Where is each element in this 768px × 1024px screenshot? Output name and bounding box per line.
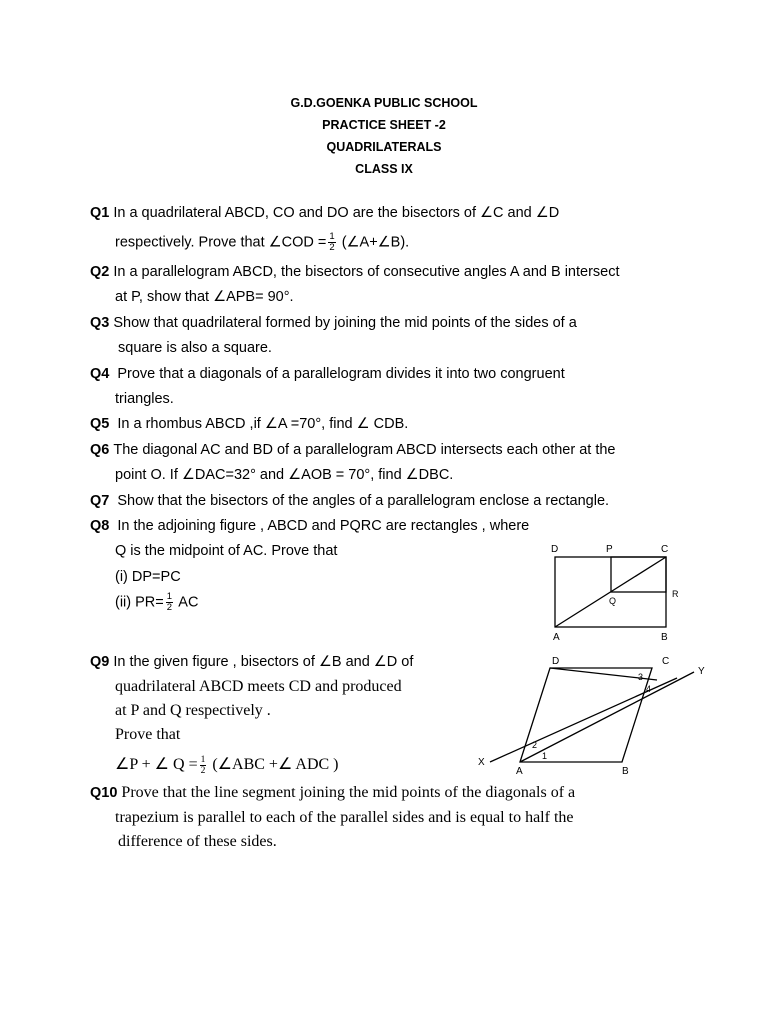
question-10-line-2: trapezium is parallel to each of the parallel sides and is equal to half the — [115, 809, 574, 826]
fraction: $\frac{1}{2}$ — [329, 231, 335, 253]
question-6-continuation: point O. If ∠DAC=32° and ∠AOB = 70°, find ∠DBC. — [115, 467, 454, 483]
question-4-continuation: triangles. — [115, 391, 174, 407]
question-text: In a quadrilateral ABCD, CO and DO are the bisectors of ∠C and ∠D — [113, 205, 560, 221]
school-name: G.D.GOENKA PUBLIC SCHOOL — [290, 96, 478, 110]
question-1 — [90, 205, 559, 221]
question-6 — [90, 442, 616, 458]
question-8-continuation: Q is the midpoint of AC. Prove that — [115, 543, 338, 559]
question-10 — [90, 784, 575, 802]
label-angle-3: 3 — [638, 672, 644, 682]
label-a: A — [553, 632, 560, 643]
question-text: The diagonal AC and BD of a parallelogram ABCD intersects each other at the — [113, 442, 616, 458]
label-c: C — [662, 656, 670, 667]
label-r: R — [672, 589, 679, 599]
question-text: Show that the bisectors of the angles of a parallelogram enclose a rectangle. — [113, 493, 610, 509]
question-text: (ii) PR= — [115, 594, 164, 611]
class-title: CLASS IX — [355, 162, 413, 176]
label-d: D — [552, 656, 560, 667]
question-9-line-5 — [115, 754, 339, 776]
question-3-continuation: square is also a square. — [118, 340, 272, 356]
question-number: Q6 — [90, 442, 110, 458]
label-c: C — [661, 544, 669, 555]
question-text: ∠P + ∠ Q = — [115, 756, 198, 773]
question-text: AC — [175, 594, 199, 611]
question-4 — [90, 366, 565, 382]
question-3 — [90, 315, 577, 331]
question-number: Q10 — [90, 785, 118, 801]
question-7 — [90, 493, 609, 509]
question-2 — [90, 264, 620, 280]
question-9-line-3: at P and Q respectively . — [115, 702, 271, 719]
question-number: Q3 — [90, 315, 110, 331]
fraction: $\frac{1}{2}$ — [200, 754, 206, 776]
label-b: B — [661, 632, 668, 643]
question-number: Q7 — [90, 493, 110, 509]
question-text: Prove that the line segment joining the mid points of the diagonals of a — [121, 784, 576, 801]
question-10-line-3: difference of these sides. — [118, 833, 277, 850]
question-text: Prove that a diagonals of a parallelogram divides it into two congruent — [113, 366, 565, 382]
label-angle-4: 4 — [646, 684, 652, 694]
label-angle-1: 1 — [542, 751, 548, 761]
question-1-continuation — [115, 232, 409, 253]
quadrilateral-abcd — [520, 668, 652, 762]
label-angle-2: 2 — [532, 740, 538, 750]
label-b: B — [622, 766, 629, 777]
question-number: Q5 — [90, 416, 110, 432]
question-5 — [90, 416, 408, 432]
line-bisector-b — [520, 672, 694, 762]
question-text: In the adjoining figure , ABCD and PQRC are rectangles , where — [113, 518, 530, 534]
question-text: respectively. Prove that ∠COD = — [115, 234, 327, 251]
question-text: In a rhombus ABCD ,if ∠A =70°, find ∠ CDB. — [113, 416, 409, 432]
question-text: (∠ABC +∠ ADC ) — [208, 756, 339, 773]
question-text: (∠A+∠B). — [337, 234, 410, 251]
question-number: Q1 — [90, 205, 110, 221]
question-text: In a parallelogram ABCD, the bisectors of consecutive angles A and B intersect — [113, 264, 620, 280]
label-a: A — [516, 766, 523, 777]
sheet-title: PRACTICE SHEET -2 — [322, 118, 446, 132]
question-text: Show that quadrilateral formed by joining the mid points of the sides of a — [113, 315, 577, 331]
question-number: Q9 — [90, 654, 110, 670]
question-8 — [90, 518, 529, 534]
label-d: D — [551, 544, 559, 555]
question-number: Q2 — [90, 264, 110, 280]
question-number: Q4 — [90, 366, 110, 382]
question-2-continuation: at P, show that ∠APB= 90°. — [115, 289, 294, 305]
rectangle-figure — [540, 540, 700, 645]
label-y: Y — [698, 666, 705, 677]
question-9-line-4: Prove that — [115, 726, 181, 743]
parallelogram-figure — [472, 652, 722, 777]
question-8-part-1: (i) DP=PC — [115, 569, 181, 585]
label-x: X — [478, 757, 485, 768]
question-9-line-2: quadrilateral ABCD meets CD and produced — [115, 678, 402, 695]
label-q: Q — [609, 596, 617, 606]
label-p: P — [606, 544, 613, 555]
question-text: In the given figure , bisectors of ∠B and ∠D of — [113, 654, 414, 670]
fraction: $\frac{1}{2}$ — [166, 591, 173, 613]
topic-title: QUADRILATERALS — [326, 140, 442, 154]
question-8-part-2 — [115, 592, 198, 613]
question-9 — [90, 654, 413, 670]
question-number: Q8 — [90, 518, 110, 534]
